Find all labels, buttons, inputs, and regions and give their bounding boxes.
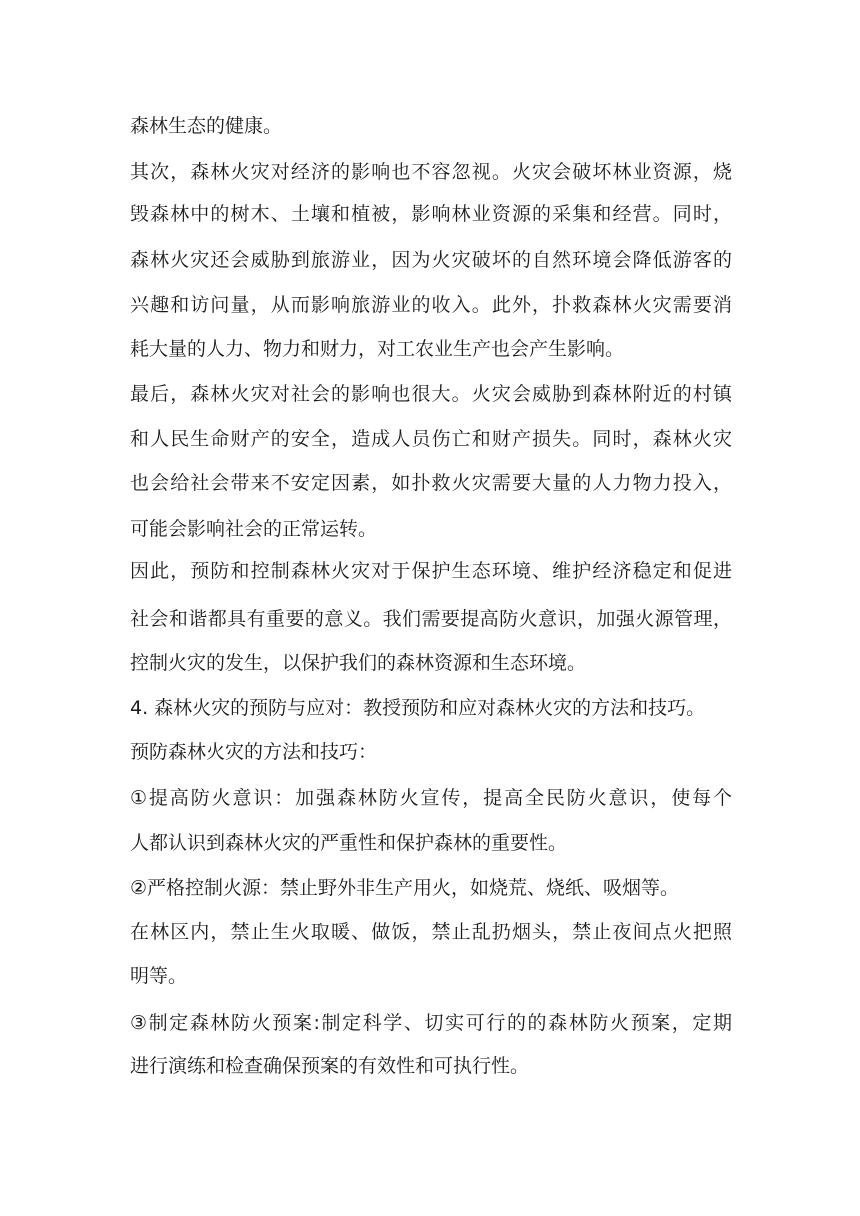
text-line: 控制火灾的发生，以保护我们的森林资源和生态环境。 — [130, 652, 587, 674]
text-line: 也会给社会带来不安定因素，如扑救火灾需要大量的人力物力投入， — [130, 472, 732, 494]
text-line: ①提高防火意识：加强森林防火宣传，提高全民防火意识，使每个 — [130, 787, 732, 809]
text-line: ②严格控制火源：禁止野外非生产用火，如烧荒、烧纸、吸烟等。 — [130, 877, 680, 899]
text-line: 进行演练和检查确保预案的有效性和可执行性。 — [130, 1055, 530, 1077]
text-line: 社会和谐都具有重要的意义。我们需要提高防火意识，加强火源管理， — [130, 608, 732, 630]
text-line: 兴趣和访问量，从而影响旅游业的收入。此外，扑救森林火灾需要消 — [130, 294, 732, 316]
text-line: 在林区内，禁止生火取暖、做饭，禁止乱扔烟头，禁止夜间点火把照 — [130, 921, 732, 943]
text-line: 最后，森林火灾对社会的影响也很大。火灾会威胁到森林附近的村镇 — [130, 383, 732, 405]
text-line: ③制定森林防火预案:制定科学、切实可行的的森林防火预案，定期 — [130, 1012, 732, 1034]
text-line: 森林生态的健康。 — [130, 115, 283, 137]
text-line: 其次，森林火灾对经济的影响也不容忽视。火灾会破坏林业资源，烧 — [130, 161, 732, 183]
text-line: 森林火灾还会威胁到旅游业，因为火灾破坏的自然环境会降低游客的 — [130, 249, 732, 271]
text-line: 毁森林中的树木、土壤和植被，影响林业资源的采集和经营。同时， — [130, 203, 732, 225]
text-line: 4. 森林火灾的预防与应对：教授预防和应对森林火灾的方法和技巧。 — [130, 697, 706, 719]
text-line: 和人民生命财产的安全，造成人员伤亡和财产损失。同时，森林火灾 — [130, 428, 732, 450]
text-line: 可能会影响社会的正常运转。 — [130, 518, 378, 540]
text-line: 预防森林火灾的方法和技巧： — [130, 741, 378, 763]
text-line: 人都认识到森林火灾的严重性和保护森林的重要性。 — [130, 832, 568, 854]
text-line: 因此，预防和控制森林火灾对于保护生态环境、维护经济稳定和促进 — [130, 560, 732, 582]
text-line: 耗大量的人力、物力和财力，对工农业生产也会产生影响。 — [130, 338, 625, 360]
text-line: 明等。 — [130, 965, 188, 987]
